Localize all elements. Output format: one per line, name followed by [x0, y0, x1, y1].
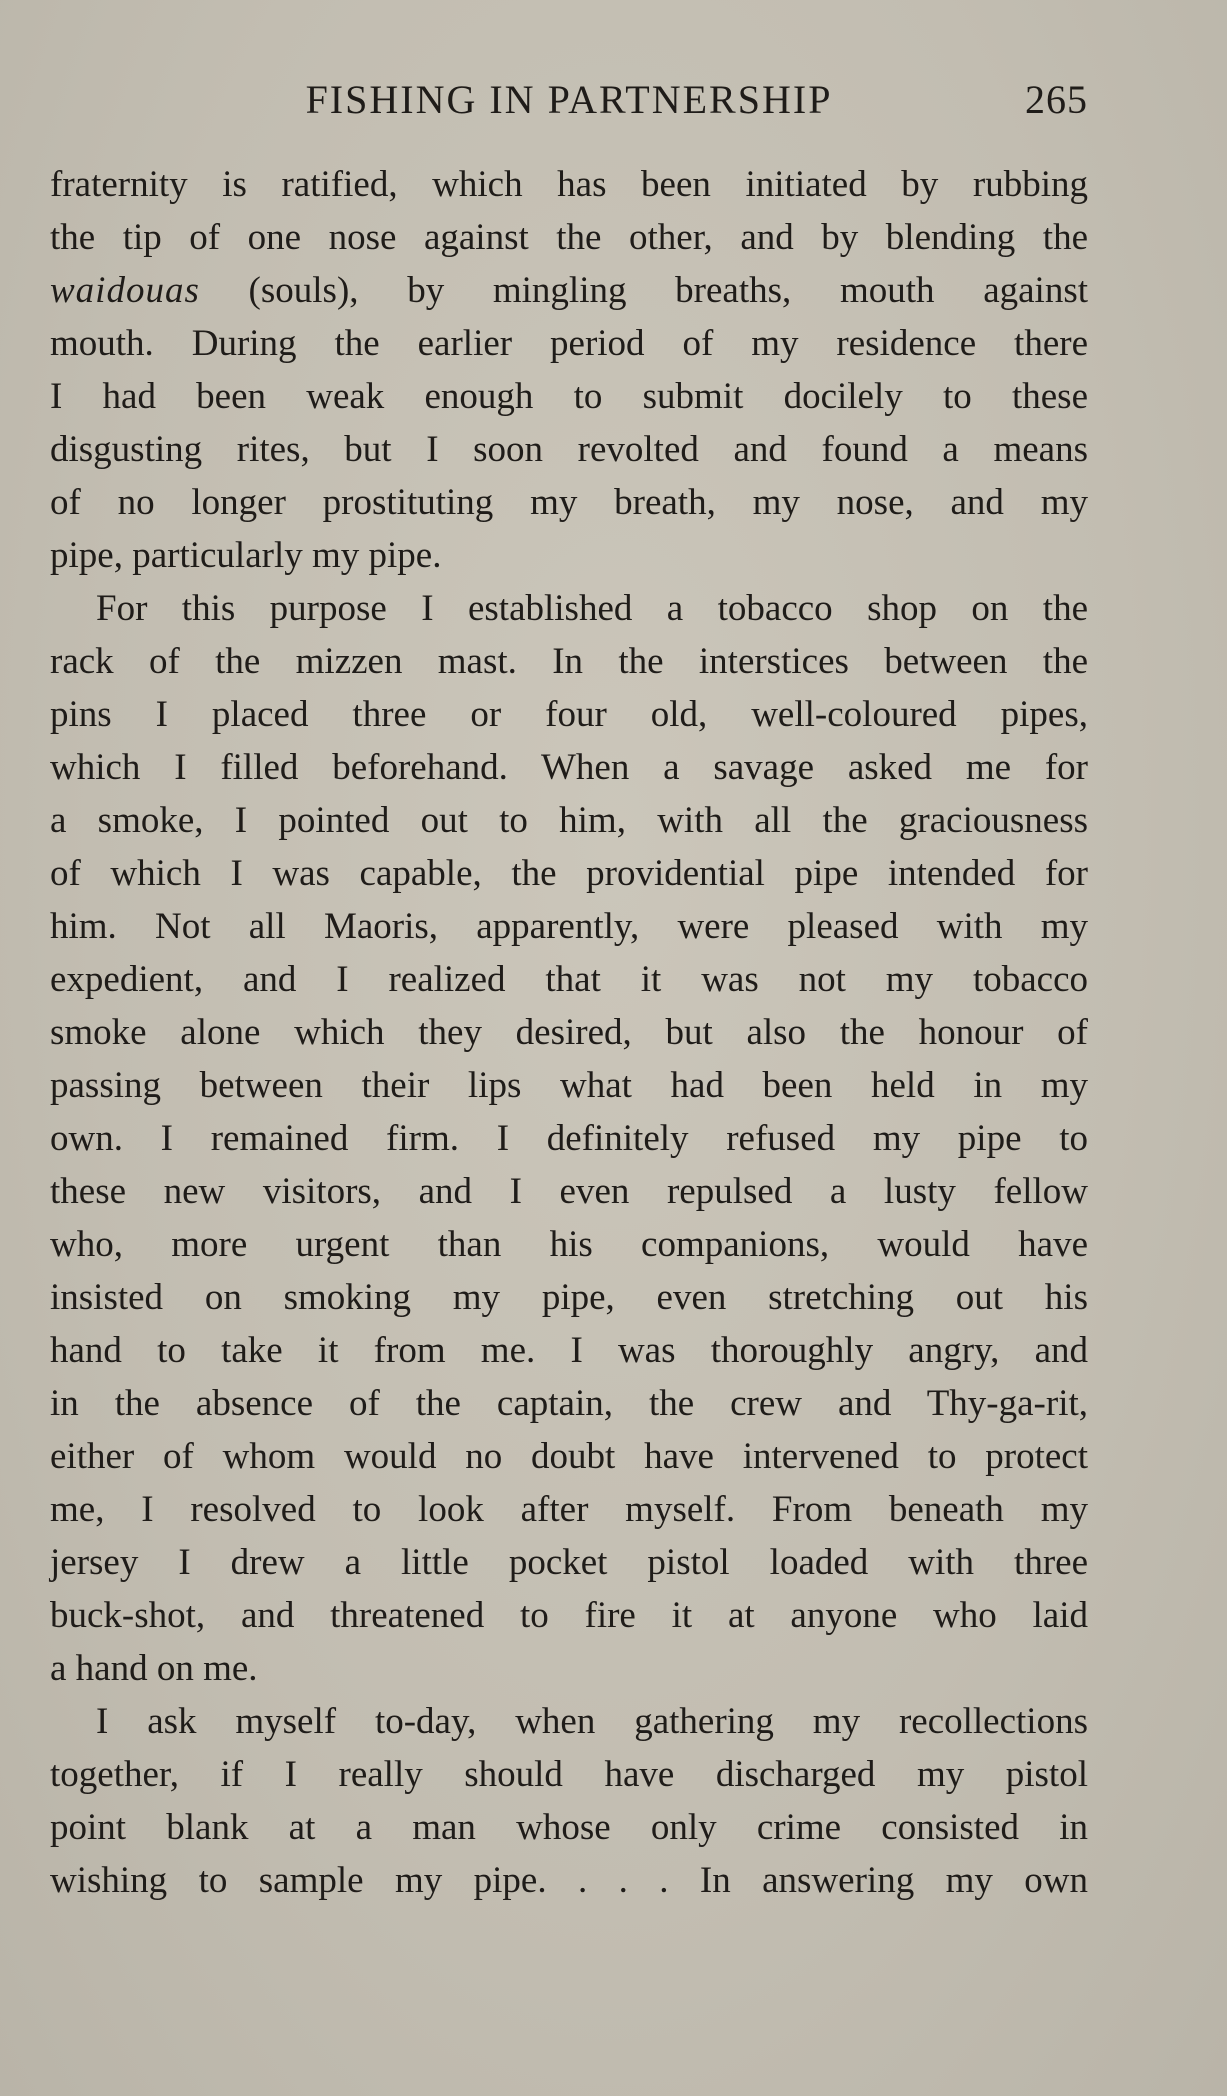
- text-line: a smoke, I pointed out to him, with all the graciousness: [50, 800, 1088, 841]
- text-line: of which I was capable, the providential pipe intended for: [50, 853, 1088, 894]
- text-line: own. I remained firm. I definitely refused my pipe to: [50, 1118, 1088, 1159]
- text-line: I ask myself to-day, when gathering my recollections: [96, 1701, 1088, 1742]
- text-line: expedient, and I realized that it was not my tobacco: [50, 959, 1088, 1000]
- text-line: insisted on smoking my pipe, even stretching out his: [50, 1277, 1088, 1318]
- text-line: in the absence of the captain, the crew and Thy-ga-rit,: [50, 1383, 1088, 1424]
- text-line: [50, 264, 1088, 317]
- text-line: a hand on me.: [50, 1648, 258, 1689]
- text-line: of no longer prostituting my breath, my nose, and my: [50, 482, 1088, 523]
- text-line: disgusting rites, but I soon revolted and found a means: [50, 429, 1088, 470]
- text-line: smoke alone which they desired, but also the honour of: [50, 1012, 1088, 1053]
- text-line: him. Not all Maoris, apparently, were pleased with my: [50, 906, 1088, 947]
- text-line: me, I resolved to look after myself. From beneath my: [50, 1489, 1088, 1530]
- text-line-rest: (souls), by mingling breaths, mouth against: [199, 270, 1088, 311]
- text-line: these new visitors, and I even repulsed a lusty fellow: [50, 1171, 1088, 1212]
- text-line: either of whom would no doubt have intervened to protect: [50, 1436, 1088, 1477]
- body-text: [50, 158, 1088, 1907]
- text-line: who, more urgent than his companions, would have: [50, 1224, 1088, 1265]
- page-number: 265: [1025, 77, 1088, 122]
- text-line: which I filled beforehand. When a savage asked me for: [50, 747, 1088, 788]
- text-line: point blank at a man whose only crime consisted in: [50, 1807, 1088, 1848]
- text-line: For this purpose I established a tobacco shop on the: [96, 588, 1088, 629]
- text-line: wishing to sample my pipe. . . . In answering my own: [50, 1860, 1088, 1901]
- text-line: rack of the mizzen mast. In the interstices between the: [50, 641, 1088, 682]
- running-head: [50, 72, 1088, 132]
- text-line: the tip of one nose against the other, and by blending the: [50, 217, 1088, 258]
- text-line: I had been weak enough to submit docilely to these: [50, 376, 1088, 417]
- italic-term: waidouas: [50, 270, 200, 311]
- text-line: pins I placed three or four old, well-coloured pipes,: [50, 694, 1088, 735]
- text-line: together, if I really should have discharged my pistol: [50, 1754, 1088, 1795]
- text-line: buck-shot, and threatened to fire it at anyone who laid: [50, 1595, 1088, 1636]
- text-line: mouth. During the earlier period of my residence there: [50, 323, 1088, 364]
- text-line: hand to take it from me. I was thoroughly angry, and: [50, 1330, 1088, 1371]
- text-line: pipe, particularly my pipe.: [50, 535, 442, 576]
- text-line: passing between their lips what had been held in my: [50, 1065, 1088, 1106]
- running-title: FISHING IN PARTNERSHIP: [305, 77, 833, 122]
- text-line: fraternity is ratified, which has been initiated by rubbing: [50, 164, 1088, 205]
- text-line: jersey I drew a little pocket pistol loaded with three: [50, 1542, 1088, 1583]
